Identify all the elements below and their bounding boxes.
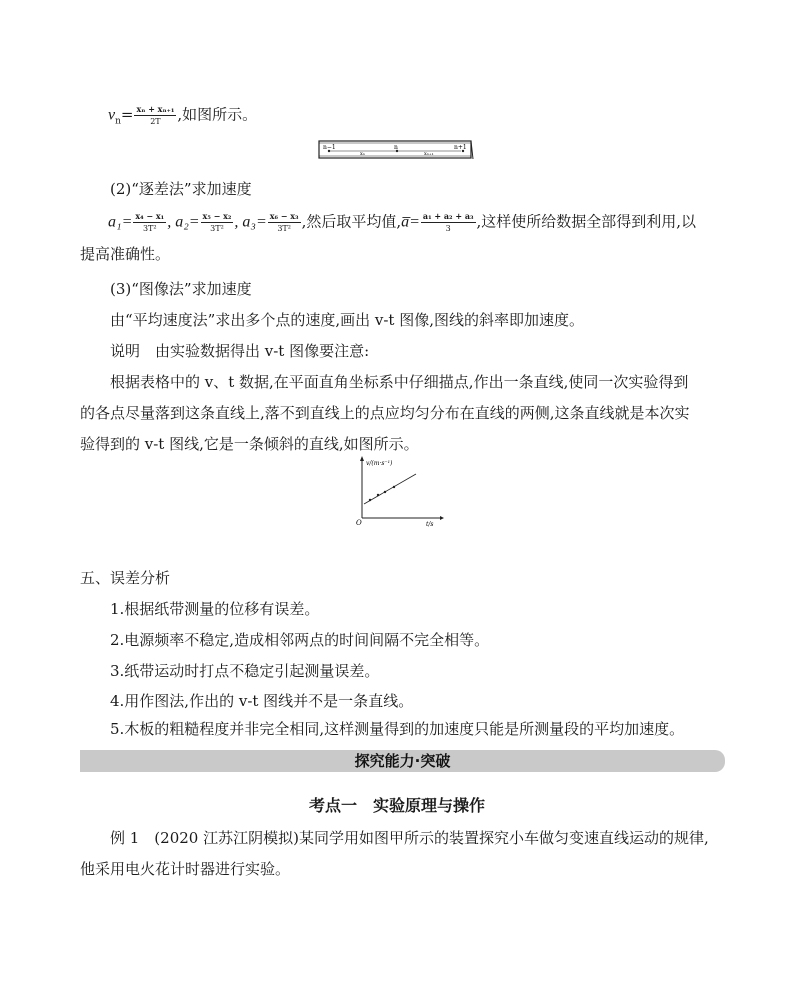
error-item-3: 3.纸带运动时打点不稳定引起测量误差。	[110, 662, 380, 680]
error-item-5: 5.木板的粗糙程度并非完全相同,这样测量得到的加速度只能是所测量段的平均加速度。	[110, 720, 685, 738]
fraction-denominator: 2T	[150, 117, 161, 126]
t-axis-arrow	[440, 516, 444, 520]
a2-fraction	[201, 211, 234, 234]
graph-ylabel: v/(m·s⁻¹)	[366, 460, 393, 467]
v-symbol: v	[108, 106, 116, 124]
data-point	[377, 494, 379, 496]
method3-para2: 的各点尽量落到这条直线上,落不到直线上的点应均匀分布在直线的两侧,这条直线就是本次实	[80, 404, 690, 422]
banner-title: 探究能力·突破	[354, 752, 451, 770]
data-point	[369, 499, 371, 501]
tape-label-xn1: xₙ₊₁	[424, 151, 434, 157]
section-banner	[80, 750, 725, 772]
velocity-fraction	[134, 104, 176, 127]
a2-symbol: , a₂=	[167, 213, 200, 231]
method2-heading: (2)“逐差法”求加速度	[110, 180, 252, 198]
method3-line1: 由“平均速度法”求出多个点的速度,画出 v-t 图像,图线的斜率即加速度。	[110, 311, 584, 329]
method2-line2: 提高准确性。	[80, 245, 171, 263]
method3-para1: 根据表格中的 v、t 数据,在平面直角坐标系中仔细描点,作出一条直线,使同一次实验得到	[110, 373, 689, 391]
a1-numerator: x₄ − x₁	[135, 211, 165, 221]
section-title: 考点一 实验原理与操作	[308, 796, 485, 815]
velocity-formula	[108, 104, 257, 132]
tape-label-left: n−1	[323, 144, 336, 151]
error-item-2: 2.电源频率不稳定,造成相邻两点的时间间隔不完全相等。	[110, 631, 490, 649]
fraction-numerator: xₙ + xₙ₊₁	[136, 104, 175, 114]
method2-mid: ,然后取平均值,	[301, 212, 402, 231]
data-point	[384, 491, 386, 493]
tape-label-right: n+1	[454, 144, 467, 151]
graph-xlabel: t/s	[426, 521, 434, 528]
equals-sign: =	[120, 105, 134, 124]
error-item-4: 4.用作图法,作出的 v-t 图线并不是一条直线。	[110, 692, 414, 710]
method3-heading: (3)“图像法”求加速度	[110, 280, 252, 298]
data-point	[393, 486, 395, 488]
graph-origin: O	[356, 519, 362, 527]
a3-symbol: , a₃=	[234, 213, 267, 231]
abar-fraction	[421, 211, 476, 234]
a3-denominator: 3T²	[277, 224, 291, 233]
a1-symbol: a₁=	[108, 213, 133, 231]
method3-para3: 验得到的 v-t 图线,它是一条倾斜的直线,如图所示。	[80, 435, 419, 453]
vt-graph	[352, 456, 446, 528]
error-heading: 五、误差分析	[80, 569, 171, 587]
method2-formulas	[108, 211, 696, 234]
error-item-1: 1.根据纸带测量的位移有误差。	[110, 600, 320, 618]
a1-denominator: 3T²	[142, 224, 157, 233]
v-subscript: n	[115, 116, 121, 127]
a2-denominator: 3T²	[210, 224, 224, 233]
a2-numerator: x₅ − x₂	[202, 211, 232, 221]
fit-line	[364, 474, 416, 504]
tape-label-n: n	[394, 144, 398, 151]
example-line1: 例 1 (2020 江苏江阴模拟)某同学用如图甲所示的装置探究小车做匀变速直线运动的规律,	[110, 829, 709, 847]
paper-tape-diagram	[318, 140, 474, 160]
formula-tail: ,如图所示。	[177, 105, 258, 124]
v-axis-arrow	[360, 456, 364, 461]
method2-tail: ,这样使所给数据全部得到利用,以	[476, 212, 697, 231]
example-line2: 他采用电火花计时器进行实验。	[80, 860, 291, 878]
a1-fraction	[133, 211, 166, 234]
abar-numerator: a₁ + a₂ + a₃	[422, 211, 474, 221]
method3-note: 说明 由实验数据得出 v-t 图像要注意:	[110, 342, 370, 360]
a3-numerator: x₆ − x₃	[269, 211, 299, 221]
abar-denominator: 3	[445, 224, 451, 233]
abar-symbol: a̅=	[401, 213, 420, 231]
a3-fraction	[268, 211, 301, 234]
tape-label-xn: xₙ	[360, 151, 365, 157]
